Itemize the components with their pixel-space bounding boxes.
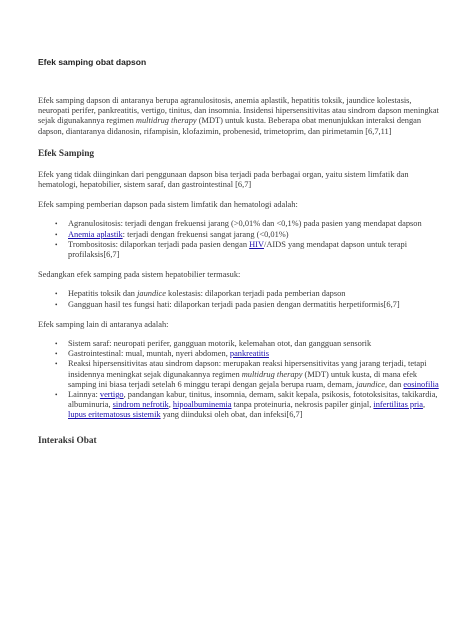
list-item-text: /AIDS yang mendapat dapson untuk terapi profilaksis[6,7] (68, 239, 408, 260)
bullet-icon: • (55, 391, 58, 400)
intro-emphasis: multidrug therapy (135, 116, 197, 126)
bullet-icon: • (55, 220, 58, 229)
list-item-text: Agranulositosis: terjadi dengan frekuensi jarang (>0,01% dan <0,1%) pada pasien yang mendapat dapson (68, 219, 422, 229)
pankreatitis-link[interactable]: pankreatitis (229, 349, 269, 359)
list-item-text: kolestasis: dilaporkan terjadi pada pemberian dapson (165, 289, 346, 299)
list-item-text: Sistem saraf: neuropati perifer, gangguan motorik, kelemahan otot, dan gangguan sensorik (68, 339, 372, 349)
anemia-aplastik-link[interactable]: Anemia aplastik (68, 229, 123, 239)
list-item (38, 219, 444, 229)
list-item-text: , pandangan kabur, tinitus, insomnia, demam, sakit kepala, psikosis, fototoksisitas, takikardia, albuminuria, (68, 390, 438, 410)
infertilitas-pria-link[interactable]: infertilitas pria (373, 400, 423, 410)
bullet-icon: • (55, 230, 58, 239)
list-item (38, 339, 444, 349)
intro-text-end: (MDT) untuk kusta. Beberapa obat menunjukkan interaksi dengan dapson, diantaranya didanosin, rifampisin, klofazimin, probenesid, trimetoprim, dan pirimetamin [6,7,11] (38, 116, 422, 136)
list-item (38, 289, 444, 299)
list-item-text: : terjadi dengan frekuensi sangat jarang (<0,01%) (122, 229, 289, 239)
list-item-emphasis: multidrug therapy (241, 369, 303, 379)
bullet-icon: • (55, 300, 58, 309)
intro-text: Efek samping dapson di antaranya berupa agranulositosis, anemia aplastik, hepatitis toksik, jaundice kolestasis, neuropati perifer, pankreatitis, vertigo, tinitus, dan insomnia. Insidensi hipersensitivitas atau sindrom dapson meningkat sejak digunakannya regimen (38, 96, 439, 126)
bullet-icon: • (55, 350, 58, 359)
other-effects-list (38, 339, 444, 421)
list-item-text: , (168, 400, 173, 410)
vertigo-link[interactable]: vertigo (99, 390, 124, 400)
document-title: Efek samping obat dapson (38, 57, 147, 67)
list-item-text: Reaksi hipersensitivitas atau sindrom dapson: merupakan reaksi hipersensitivitas yang jarang terjadi, tetapi insidennya meningkat sejak digunakannya regimen (68, 359, 427, 379)
list-item-text: Hepatitis toksik dan (68, 289, 138, 299)
list-item-text: , (422, 400, 426, 410)
sindrom-nefrotik-link[interactable]: sindrom nefrotik (112, 400, 169, 410)
eosinofilia-link[interactable]: eosinofilia (403, 379, 439, 389)
list-item (38, 349, 444, 359)
list-item (38, 390, 444, 421)
list-item-text: tanpa proteinuria, nekrosis papiler ginjal, (231, 400, 374, 410)
section-heading-interaksi-obat: Interaksi Obat (38, 435, 97, 446)
list-item-text: (MDT) untuk kusta, di mana efek samping ini biasa terjadi setelah 6 minggu terapi dengan gejala berupa ruam, demam, (68, 369, 418, 389)
bullet-icon: • (55, 360, 58, 369)
section-heading-efek-samping: Efek Samping (38, 148, 95, 159)
lupus-eritematosus-sistemik-link[interactable]: lupus eritematosus sistemik (68, 410, 161, 420)
list-item (38, 240, 444, 260)
list-item-text: , dan (385, 379, 404, 389)
hepatobiliary-intro-paragraph: Sedangkan efek samping pada sistem hepatobilier termasuk: (38, 270, 241, 280)
list-item-emphasis: jaundice (356, 379, 385, 389)
effects-overview-paragraph: Efek yang tidak diinginkan dari penggunaan dapson bisa terjadi pada berbagai organ, yaitu sistem limfatik dan hematologi, hepatobilier, sistem saraf, dan gastrointestinal [6,7] (38, 169, 409, 190)
list-item (38, 300, 444, 310)
list-item-text: Trombositosis: dilaporkan terjadi pada pasien dengan (68, 239, 250, 249)
list-item-text: yang diinduksi oleh obat, dan infeksi[6,7] (160, 410, 303, 420)
list-item-text: Gastrointestinal: mual, muntah, nyeri abdomen, (68, 349, 230, 359)
list-item (38, 230, 444, 240)
hematology-effects-list (38, 219, 444, 260)
intro-paragraph (38, 96, 444, 137)
hepatobiliary-effects-list (38, 289, 444, 309)
list-item-emphasis: jaundice (137, 289, 166, 299)
list-item-text: Lainnya: (68, 390, 100, 400)
hiv-link[interactable]: HIV (249, 239, 265, 249)
bullet-icon: • (55, 340, 58, 349)
list-item-text: Gangguan hasil tes fungsi hati: dilaporkan terjadi pada pasien dengan dermatitis herpetiformis[6,7] (68, 299, 400, 309)
bullet-icon: • (55, 290, 58, 299)
hematology-intro-paragraph: Efek samping pemberian dapson pada sistem limfatik dan hematologi adalah: (38, 200, 298, 210)
other-effects-intro-paragraph: Efek samping lain di antaranya adalah: (38, 319, 169, 329)
list-item (38, 359, 444, 390)
bullet-icon: • (55, 240, 58, 249)
hipoalbuminemia-link[interactable]: hipoalbuminemia (172, 400, 232, 410)
